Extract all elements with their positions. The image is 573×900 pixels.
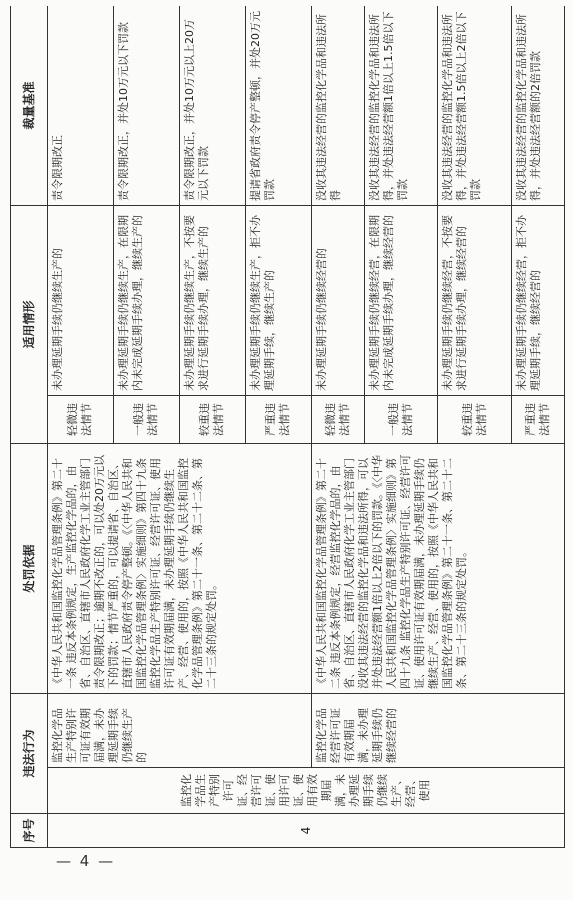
sub-violation-cell: 监控化学品经营许可证有效期届满，未办理延期手续仍继续经营的 [311, 693, 564, 767]
level-cell: 轻微违法情节 [311, 395, 364, 443]
situation-cell: 未办理延期手续仍继续生产的 [48, 205, 114, 395]
page-number: — 4 — [56, 852, 116, 870]
table-row [311, 6, 364, 848]
standard-cell: 没收其违法经营的监控化学品和违法所得，并处违法经营额的2倍罚款 [512, 6, 565, 205]
standard-cell: 没收其违法经营的监控化学品和违法所得，并处违法经营额1.5倍以上2倍以下罚款 [438, 6, 512, 205]
level-cell: 轻微违法情节 [48, 395, 114, 443]
header-basis: 处罚依据 [11, 443, 48, 693]
rotated-table-container [10, 6, 565, 848]
sub-violation-cell: 监控化学品生产特别许可证有效期届满，未办理延期手续仍继续生产的 [48, 693, 312, 767]
standard-cell: 责令限期改正 [48, 6, 114, 205]
basis-cell: 《中华人民共和国监控化学品管理条例》第二十二条 违反本条例规定，经营监控化学品的，由省、自治区、直辖市人民政府化学工业主管部门没收其违法经营的监控化学品和违法所得，可以并处违法经营额1倍以上2倍以下的罚款。《〈中华人民共和国监控化学品管理条例〉实施细则》第四十九条 监控化学品生产特别许可证、经营许可证、使用许可证有效期届满，未办理延期手续仍继续生产、经营、使用的，按照《中华人民共和国监控化学品管理条例》第二十一条、第二十二条、第二十三条的规定处罚。 [311, 443, 564, 693]
situation-cell: 未办理延期手续仍继续生产，拒不办理延期手续，继续生产的 [245, 205, 311, 395]
standard-cell: 没收其违法经营的监控化学品和违法所得 [311, 6, 364, 205]
level-cell: 严重违法情节 [512, 395, 565, 443]
situation-cell: 未办理延期手续仍继续经营的 [311, 205, 364, 395]
header-violation: 违法行为 [11, 693, 48, 813]
situation-cell: 未办理延期手续仍继续生产，在限期内未完成延期手续办理，继续生产的 [113, 205, 179, 395]
level-cell: 严重违法情节 [245, 395, 311, 443]
header-situation: 适用情形 [11, 205, 48, 443]
standard-cell: 没收其违法经营的监控化学品和违法所得，并处违法经营额1倍以上1.5倍以下罚款 [364, 6, 438, 205]
standard-cell: 责令限期改正，并处10万元以下罚款 [113, 6, 179, 205]
table-frame [10, 6, 565, 848]
situation-cell: 未办理延期手续仍继续经营，在限期内未完成延期手续办理，继续经营的 [364, 205, 438, 395]
penalty-discretion-table [10, 6, 565, 848]
level-cell: 一般违法情节 [113, 395, 179, 443]
header-standard: 裁量基准 [11, 6, 48, 205]
situation-cell: 未办理延期手续仍继续经营，拒不办理延期手续，继续经营的 [512, 205, 565, 395]
header-seq: 序号 [11, 814, 48, 848]
level-cell: 较重违法情节 [179, 395, 245, 443]
standard-cell: 责令限期改正，并处10万元以上20万元以下罚款 [179, 6, 245, 205]
level-cell: 一般违法情节 [364, 395, 438, 443]
situation-cell: 未办理延期手续仍继续生产，不按要求进行延期手续办理，继续生产的 [179, 205, 245, 395]
level-cell: 较重违法情节 [438, 395, 512, 443]
situation-cell: 未办理延期手续仍继续经营，不按要求进行延期手续办理，继续经营的 [438, 205, 512, 395]
seq-cell: 4 [48, 814, 565, 848]
outer-violation-cell: 监控化学品生产特别许可证、经营许可证、使用许可证、使用有效期届满，未办理延期手续仍继续生产、经营、使用 [48, 768, 565, 814]
table-row [48, 6, 114, 848]
header-row [11, 6, 48, 848]
basis-cell: 《中华人民共和国监控化学品管理条例》第二十一条 违反本条例规定，生产监控化学品的，由省、自治区、直辖市人民政府化学工业主管部门责令限期改正；逾期不改正的，可以处20万元以下的罚款；情节严重的，可以提请省、自治区、直辖市人民政府责令停产整顿。《〈中华人民共和国监控化学品管理条例〉实施细则》第四十九条 监控化学品生产特别许可证、经营许可证、使用许可证有效期届满，未办理延期手续仍继续生产、经营、使用的，按照《中华人民共和国监控化学品管理条例》第二十一条、第二十二条、第二十三条的规定处罚。 [48, 443, 312, 693]
standard-cell: 提请省政府责令停产整顿，并处20万元罚款 [245, 6, 311, 205]
